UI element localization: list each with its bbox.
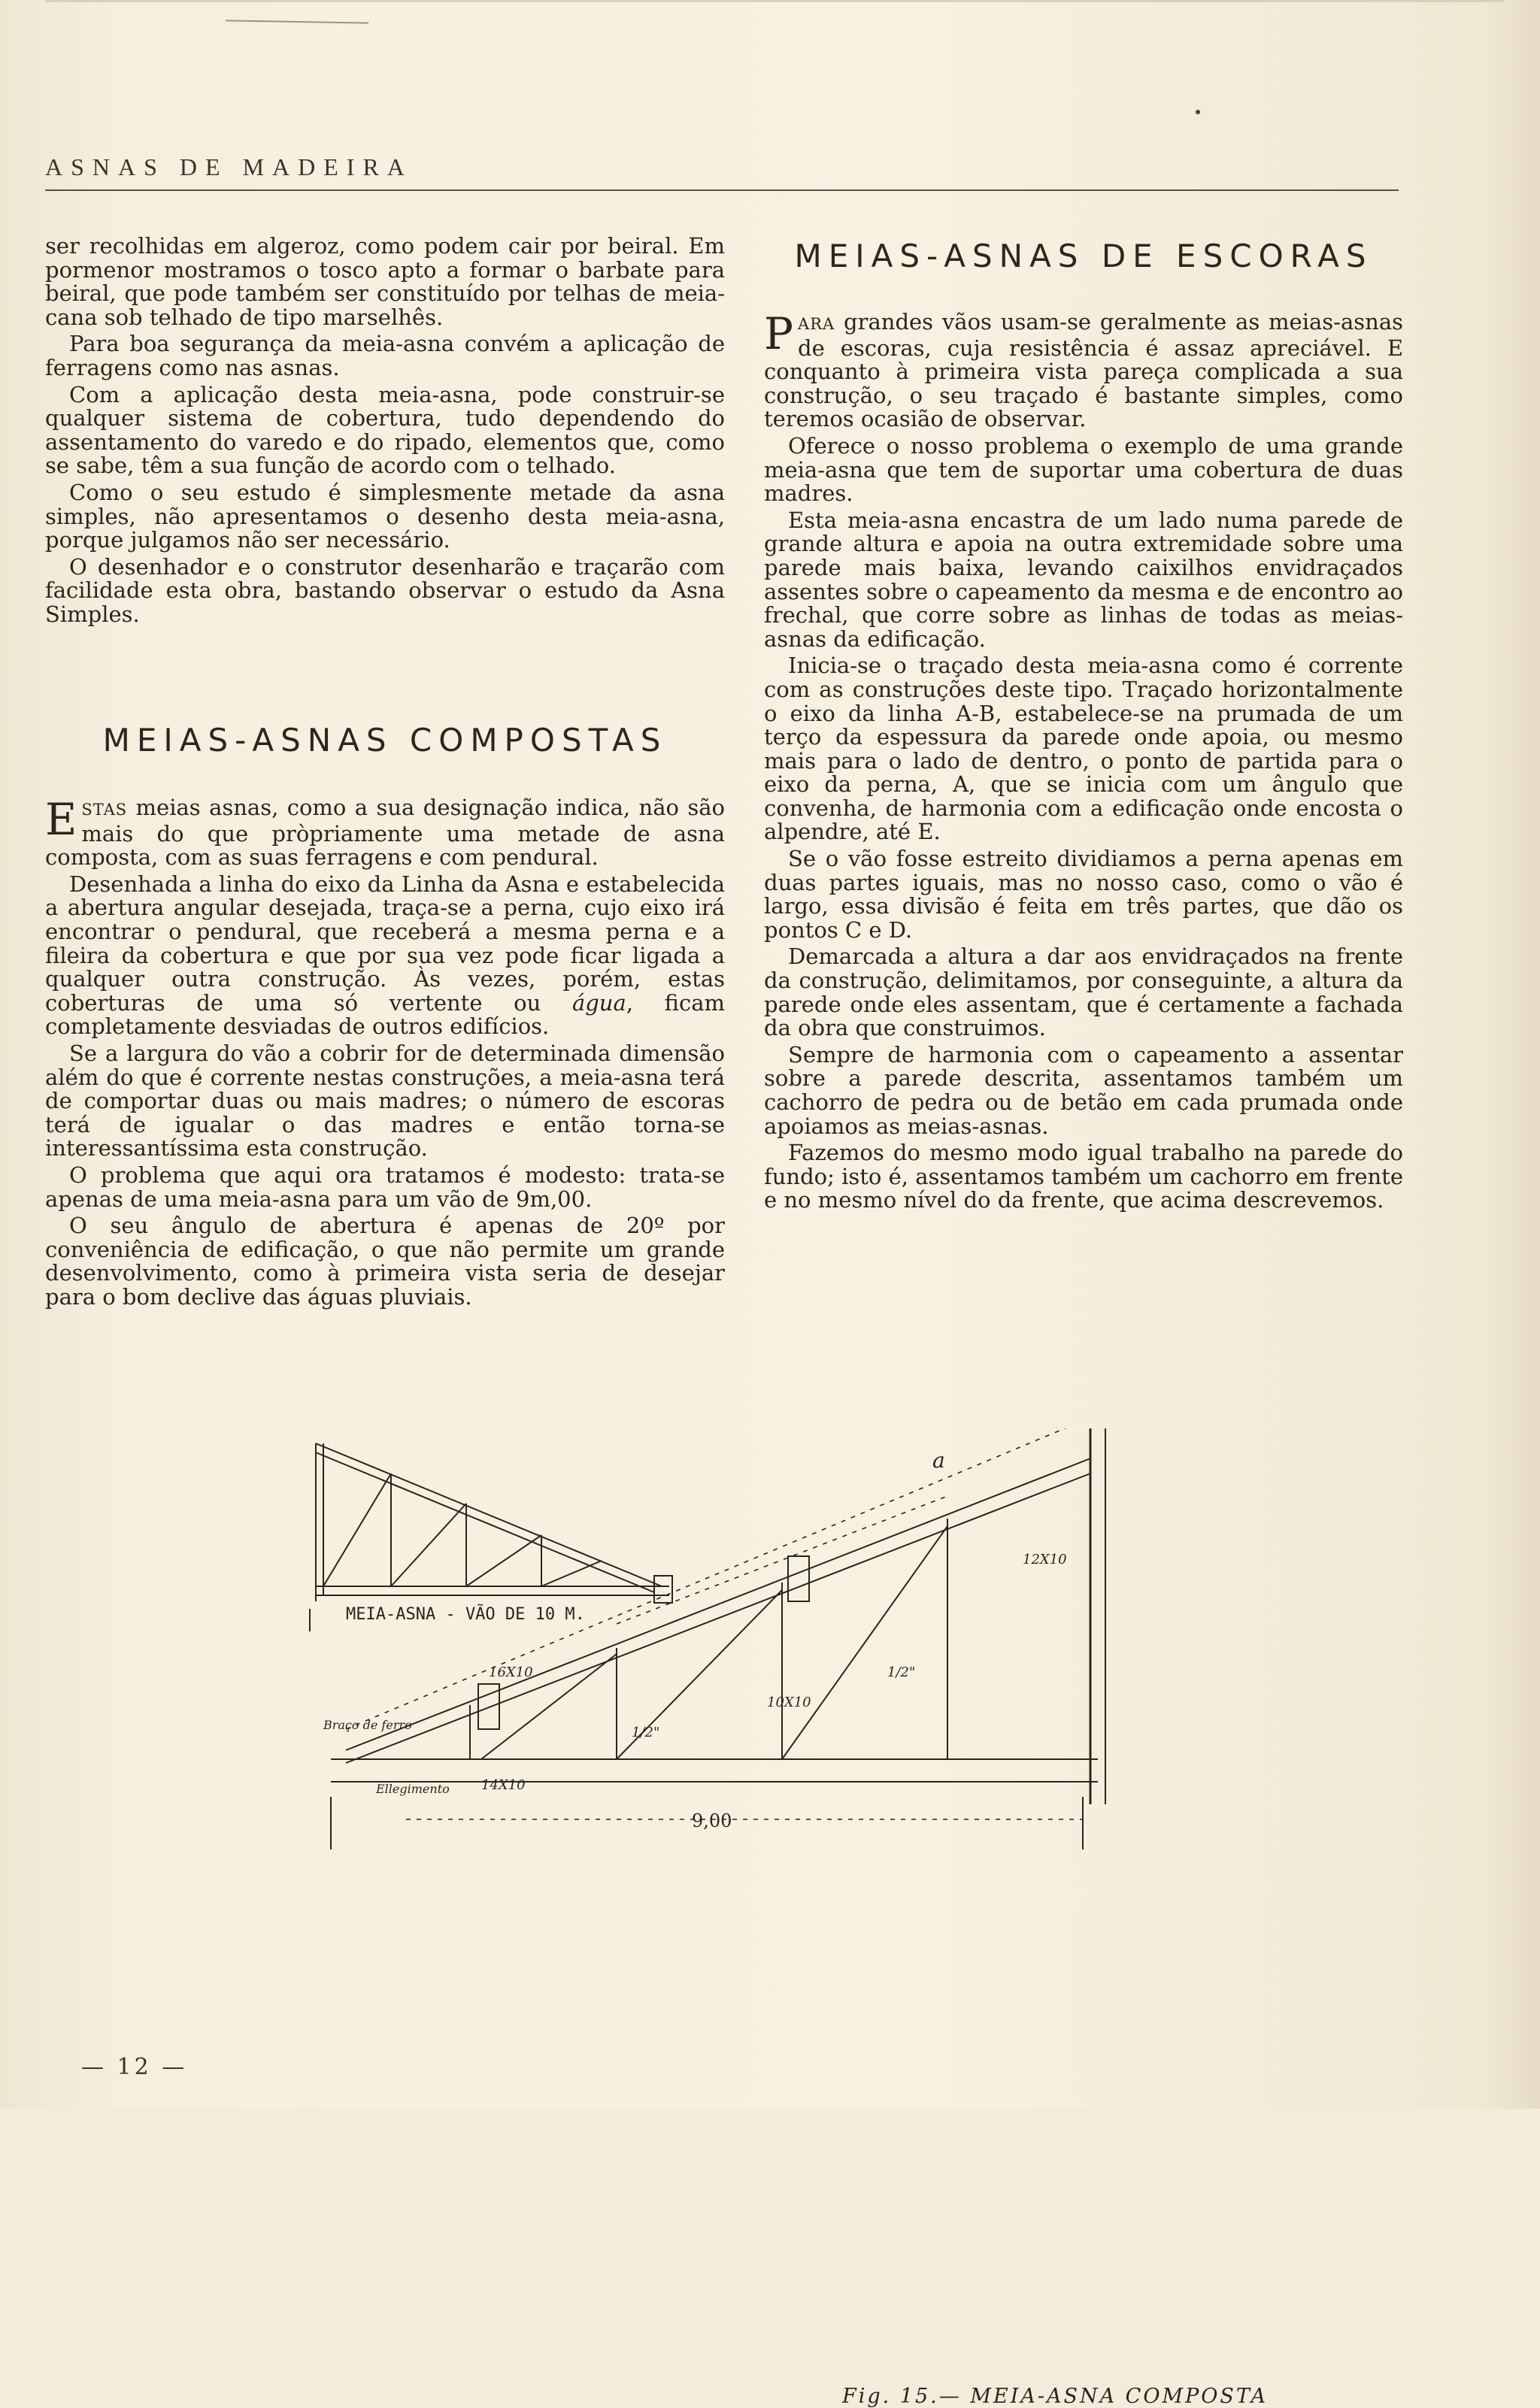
left-section <box>45 722 725 1312</box>
paragraph: O problema que aqui ora tratamos é modesto: trata-se apenas de uma meia-asna para um vão de 9m,00. <box>45 1162 725 1212</box>
paragraph: Para boa segurança da meia-asna convém a aplicação de ferragens como nas asnas. <box>45 331 725 380</box>
paragraph: Demarcada a altura a dar aos envidraçados na frente da construção, delimitamos, por conseguinte, a altura da parede onde eles assentam, que é certamente a fachada da obra que construimos. <box>764 944 1403 1041</box>
paragraph: Sempre de harmonia com o capeamento a assentar sobre a parede descrita, assentamos também um cachorro de pedra ou de betão em cada prumada onde apoiamos as meias-asnas. <box>764 1041 1403 1139</box>
first-paragraph <box>764 310 1403 432</box>
paragraph: O desenhador e o construtor desenharão e traçarão com facilidade esta obra, bastando observar o estudo da Asna Simples. <box>45 553 725 627</box>
paragraph: ser recolhidas em algeroz, como podem cair por beiral. Em pormenor mostramos o tosco apto a formar o barbate para beiral, que pode também ser constituído por telhas de meia-cana sob telhado de tipo marselhês. <box>45 233 725 330</box>
paragraph: Com a aplicação desta meia-asna, pode construir-se qualquer sistema de cobertura, tudo dependendo do assentamento do varedo e do ripado, elementos que, como se sabe, têm a sua função de acordo com o telhado. <box>45 381 725 479</box>
paragraph: Como o seu estudo é simplesmente metade da asna simples, não apresentamos o desenho desta meia-asna, porque julgamos não ser necessário. <box>45 479 725 553</box>
small-caps: ARA <box>798 315 835 333</box>
running-head: ASNAS DE MADEIRA <box>45 153 413 180</box>
section-body <box>45 796 725 1309</box>
header-rule <box>45 189 1399 191</box>
paragraph-text: , ficam completamente desviadas de outros edifícios. <box>45 989 726 1040</box>
left-column-intro <box>45 235 725 630</box>
paragraph: Se a largura do vão a cobrir for de determinada dimensão além do que é corrente nestas construções, a meia-asna terá de comportar duas ou mais madres; o número de escoras terá de igualar o das madres e então torna-se interessantíssima esta construção. <box>45 1040 725 1162</box>
section-title: MEIAS-ASNAS COMPOSTAS <box>102 722 668 759</box>
paragraph: O seu ângulo de abertura é apenas de 20º por conveniência de edificação, o que não permite um grande desenvolvimento, como à primeira vista seria de desejar para o bom declive das águas pluviais. <box>45 1213 725 1310</box>
dim-label: 10X10 <box>767 1695 811 1710</box>
angle-label: a <box>932 1448 945 1473</box>
construction-lines <box>346 1428 1083 1819</box>
right-section <box>764 238 1403 1216</box>
dim-label: 1/2" <box>632 1725 660 1740</box>
section-body <box>764 310 1403 1213</box>
note-label: Ellegimento <box>376 1782 450 1796</box>
section-title: MEIAS-ASNAS DE ESCORAS <box>794 238 1373 274</box>
scan-speck <box>1196 110 1200 114</box>
page-edge <box>45 0 1504 2</box>
dim-label: 16X10 <box>489 1664 533 1680</box>
inset-truss <box>310 1443 672 1631</box>
paragraph: Inicia-se o traçado desta meia-asna como é corrente com as construções deste tipo. Traçado horizontalmente o eixo da linha A-B, estabelece-se na prumada de um terço da espessura da parede onde apoia, ou mesmo mais para o lado de dentro, o ponto de partida para o eixo da perna, A, que se inicia com um ângulo que convenha, de harmonia com a edificação onde encosta o alpendre, até E. <box>764 653 1403 845</box>
scratch-mark <box>226 20 368 23</box>
truss-figure <box>301 1428 1268 2408</box>
drop-cap: E <box>45 794 77 845</box>
dim-label: 12X10 <box>1023 1552 1067 1567</box>
italic-word: água <box>571 989 626 1016</box>
paragraph-text: meias asnas, como a sua designação indica, não são mais do que pròpriamente uma metade de asna composta, com as suas ferragens e com pendural. <box>45 795 725 871</box>
dim-label: 1/2" <box>887 1664 916 1680</box>
paragraph-text: grandes vãos usam-se geralmente as meias-asnas de escoras, cuja resistência é assaz apreciável. E conquanto à primeira vista pareça complicada a sua construção, o seu traçado é bastante simples, como teremos ocasião de observar. <box>764 309 1403 432</box>
first-paragraph <box>45 796 725 870</box>
note-label: Braço de ferro <box>323 1718 412 1732</box>
paragraph: Se o vão fosse estreito dividiamos a perna apenas em duas partes iguais, mas no nosso caso, como o vão é largo, essa divisão é feita em três partes, que dão os pontos C e D. <box>764 846 1403 943</box>
figure-caption: Fig. 15.— MEIA-ASNA COMPOSTA <box>842 2385 1268 2408</box>
paragraph: Fazemos do mesmo modo igual trabalho na parede do fundo; isto é, assentamos também um cachorro em frente e no mesmo nível do da frente, que acima descrevemos. <box>764 1140 1403 1213</box>
truss-drawing <box>301 1428 1166 1895</box>
paragraph-text: Desenhada a linha do eixo da Linha da Asna e estabelecida a abertura angular desejada, traça-se a perna, cujo eixo irá encontrar o pendural, que receberá a mesma perna e a fileira da cobertura e que por sua vez pode ficar ligada a qualquer outra construção. Às vezes, porém, estas coberturas de uma só vertente ou <box>45 871 725 1016</box>
dim-label: 14X10 <box>481 1777 526 1793</box>
paragraph: Oferece o nosso problema o exemplo de uma grande meia-asna que tem de suportar uma cobertura de duas madres. <box>764 432 1403 507</box>
page-number: — 12 — <box>81 2054 188 2080</box>
inset-label: MEIA-ASNA - VÃO DE 10 M. <box>346 1605 585 1624</box>
paragraph: Esta meia-asna encastra de um lado numa parede de grande altura e apoia na outra extremidade sobre uma parede mais baixa, levando caixilhos envidraçados assentes sobre o capeamento da mesma e de encontro ao frechal, que corre sobre as linhas de todas as meias-asnas da edificação. <box>764 507 1403 652</box>
drop-cap: P <box>764 308 794 359</box>
span-label: 9,00 <box>692 1810 732 1831</box>
paragraph <box>45 873 725 1039</box>
small-caps: STAS <box>81 801 128 819</box>
